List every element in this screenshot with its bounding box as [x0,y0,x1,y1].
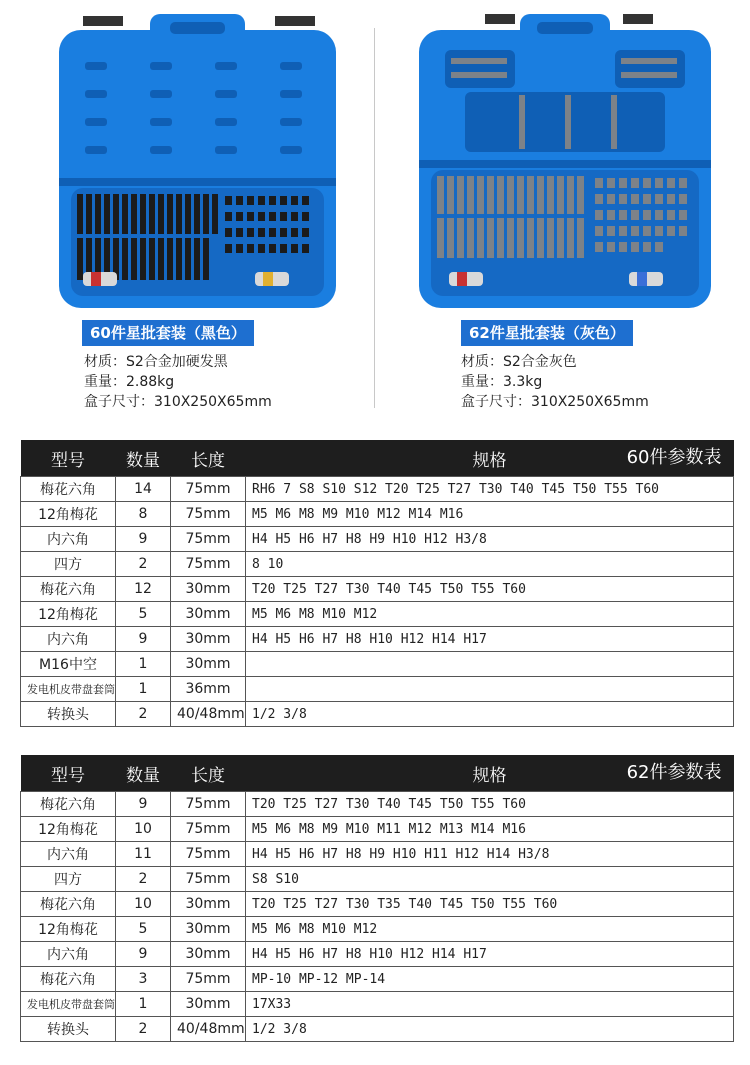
cell-spec: M5 M6 M8 M10 M12 [246,602,734,627]
table-row [21,602,734,627]
cell-model: 12角梅花 [21,917,116,942]
cell-spec [246,677,734,702]
cell-length: 30mm [171,627,246,652]
cell-length: 30mm [171,602,246,627]
col-length: 长度 [171,440,246,477]
col-spec-label: 规格 [472,450,507,471]
cell-spec: 17X33 [246,992,734,1017]
cell-model: 12角梅花 [21,502,116,527]
cell-length: 75mm [171,842,246,867]
table-row [21,917,734,942]
cell-model: 梅花六角 [21,477,116,502]
col-spec [246,440,734,477]
table-row [21,892,734,917]
cell-model: 梅花六角 [21,967,116,992]
cell-model: 12角梅花 [21,602,116,627]
cell-qty: 9 [116,792,171,817]
box-size: 盒子尺寸：310X250X65mm [461,394,649,410]
cell-spec: H4 H5 H6 H7 H8 H9 H10 H11 H12 H14 H3/8 [246,842,734,867]
cell-model: 内六角 [21,842,116,867]
cell-qty: 8 [116,502,171,527]
cell-qty: 5 [116,602,171,627]
col-length: 长度 [171,755,246,792]
param-table-60 [20,440,734,727]
cell-qty: 14 [116,477,171,502]
cell-qty: 1 [116,992,171,1017]
cell-spec: H4 H5 H6 H7 H8 H9 H10 H12 H3/8 [246,527,734,552]
table-row [21,552,734,577]
cell-length: 30mm [171,577,246,602]
cell-model: 内六角 [21,942,116,967]
cell-length: 75mm [171,817,246,842]
cell-spec: RH6 7 S8 S10 S12 T20 T25 T27 T30 T40 T45 T50 T55 T60 [246,477,734,502]
cell-model: 内六角 [21,527,116,552]
cell-length: 30mm [171,942,246,967]
cell-spec: M5 M6 M8 M9 M10 M11 M12 M13 M14 M16 [246,817,734,842]
cell-length: 30mm [171,892,246,917]
cell-spec: 1/2 3/8 [246,702,734,727]
cell-qty: 11 [116,842,171,867]
cell-spec: S8 S10 [246,867,734,892]
product-specs [84,352,272,412]
table-title: 62件参数表 [626,762,722,783]
cell-model: 发电机皮带盘套筒 [21,677,116,702]
cell-model: 梅花六角 [21,892,116,917]
col-model: 型号 [21,755,116,792]
cell-length: 40/48mm [171,1017,246,1042]
col-qty: 数量 [116,755,171,792]
box-size: 盒子尺寸：310X250X65mm [84,394,272,410]
cell-qty: 2 [116,867,171,892]
cell-length: 30mm [171,917,246,942]
cell-length: 40/48mm [171,702,246,727]
tool-case-60-image [55,10,340,310]
cell-length: 30mm [171,992,246,1017]
table-row [21,677,734,702]
col-qty: 数量 [116,440,171,477]
cell-qty: 10 [116,817,171,842]
cell-qty: 2 [116,552,171,577]
cell-model: 梅花六角 [21,792,116,817]
cell-model: 转换头 [21,702,116,727]
product-tag: 62件星批套装（灰色） [461,320,633,346]
cell-model: 四方 [21,552,116,577]
cell-length: 36mm [171,677,246,702]
cell-qty: 3 [116,967,171,992]
table-row [21,577,734,602]
cell-length: 75mm [171,967,246,992]
cell-spec [246,652,734,677]
material: 材质：S2合金加硬发黑 [84,354,228,370]
table-row [21,817,734,842]
cell-qty: 9 [116,942,171,967]
cell-length: 75mm [171,792,246,817]
table-row [21,652,734,677]
cell-spec: H4 H5 H6 H7 H8 H10 H12 H14 H17 [246,942,734,967]
table-row [21,792,734,817]
table-row [21,502,734,527]
material: 材质：S2合金灰色 [461,354,577,370]
cell-length: 75mm [171,552,246,577]
cell-spec: M5 M6 M8 M9 M10 M12 M14 M16 [246,502,734,527]
cell-spec: MP-10 MP-12 MP-14 [246,967,734,992]
cell-spec: T20 T25 T27 T30 T40 T45 T50 T55 T60 [246,792,734,817]
cell-qty: 5 [116,917,171,942]
table-row [21,527,734,552]
param-table-62 [20,755,734,1042]
col-model: 型号 [21,440,116,477]
tool-case-62-image [415,10,715,310]
cell-model: 发电机皮带盘套筒 [21,992,116,1017]
cell-qty: 1 [116,652,171,677]
cell-model: 四方 [21,867,116,892]
cell-length: 75mm [171,527,246,552]
cell-model: 梅花六角 [21,577,116,602]
table-row [21,867,734,892]
cell-length: 75mm [171,867,246,892]
product-62 [375,0,750,430]
table-row [21,477,734,502]
cell-length: 75mm [171,502,246,527]
cell-spec: 1/2 3/8 [246,1017,734,1042]
table-row [21,842,734,867]
product-specs [461,352,649,412]
table-row [21,967,734,992]
cell-model: 12角梅花 [21,817,116,842]
cell-length: 30mm [171,652,246,677]
table-row [21,1017,734,1042]
cell-qty: 10 [116,892,171,917]
cell-qty: 2 [116,702,171,727]
table-row [21,702,734,727]
product-60 [0,0,375,430]
cell-qty: 9 [116,527,171,552]
cell-spec: M5 M6 M8 M10 M12 [246,917,734,942]
col-spec [246,755,734,792]
cell-length: 75mm [171,477,246,502]
cell-spec: 8 10 [246,552,734,577]
weight: 重量：2.88kg [84,374,175,390]
cell-qty: 2 [116,1017,171,1042]
cell-qty: 12 [116,577,171,602]
col-spec-label: 规格 [472,765,507,786]
table-row [21,992,734,1017]
cell-model: 转换头 [21,1017,116,1042]
table-title: 60件参数表 [626,447,722,468]
weight: 重量：3.3kg [461,374,543,390]
table-row [21,627,734,652]
cell-model: 内六角 [21,627,116,652]
table-row [21,942,734,967]
cell-qty: 9 [116,627,171,652]
cell-model: M16中空 [21,652,116,677]
cell-spec: T20 T25 T27 T30 T40 T45 T50 T55 T60 [246,577,734,602]
cell-spec: H4 H5 H6 H7 H8 H10 H12 H14 H17 [246,627,734,652]
cell-qty: 1 [116,677,171,702]
cell-spec: T20 T25 T27 T30 T35 T40 T45 T50 T55 T60 [246,892,734,917]
product-tag: 60件星批套装（黑色） [82,320,254,346]
